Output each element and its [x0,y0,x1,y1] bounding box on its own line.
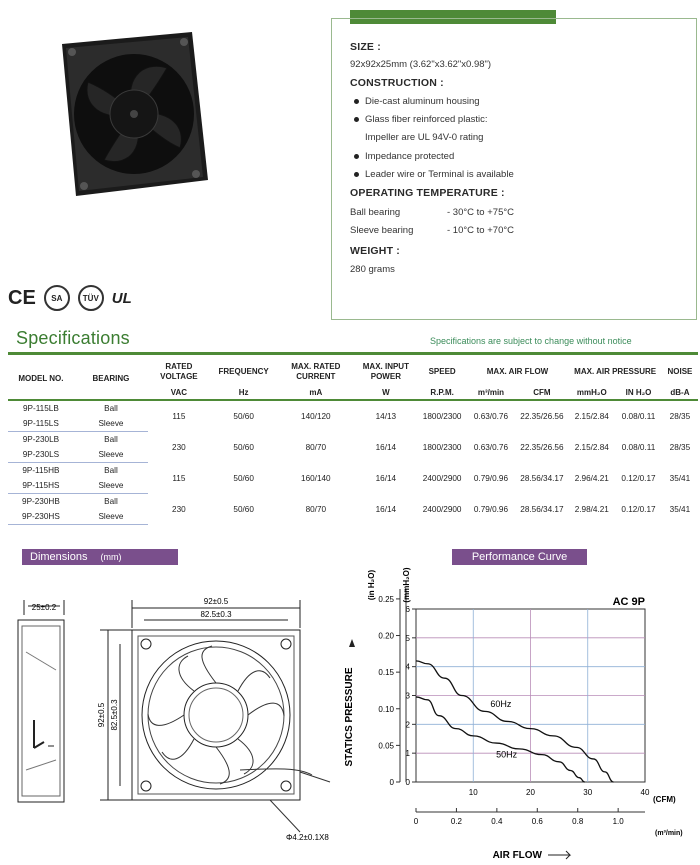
model-cell: 9P-115LB [23,404,59,413]
airflow-cfm-cell: 22.35/26.56 [520,411,564,421]
col-model: MODEL NO. [8,358,74,400]
y-tick-mm: 4 [405,662,410,672]
x-unit-top: (CFM) [653,795,676,804]
bearing-cell: Ball [104,404,118,413]
frequency-cell: 50/60 [233,411,254,421]
speed-cell: 1800/2300 [422,411,462,421]
unit-ma: mA [278,386,354,400]
bearing-cell: Sleeve [74,509,148,525]
x-tick-m3: 0.8 [572,817,584,826]
col-bearing: BEARING [74,358,148,400]
series-label: 60Hz [490,699,512,710]
model-cell: 9P-115LS [8,416,74,432]
speed-cell: 2400/2900 [422,473,462,483]
y-tick-in: 0.10 [378,704,394,714]
construction-item: Impedance protected [354,151,454,162]
airflow-m3-cell: 0.79/0.96 [473,473,509,483]
noise-cell: 35/41 [669,504,691,514]
dim-hole-label: Φ4.2±0.1X8 [286,833,329,842]
size-value: 92x92x25mm (3.62"x3.62"x0.98") [350,59,492,70]
x-tick-cfm: 20 [526,788,535,797]
dimensions-unit: (mm) [100,552,122,562]
voltage-cell: 115 [172,411,186,421]
construction-item: Glass fiber reinforced plastic: [354,114,488,125]
performance-chart [330,565,700,865]
model-cell: 9P-115HS [8,478,74,494]
csa-mark-icon: SA [44,285,70,311]
airflow-m3-cell: 0.63/0.76 [473,411,509,421]
performance-header: Performance Curve [452,549,587,565]
y-tick-mm: 6 [405,605,410,614]
power-cell: 16/14 [375,504,397,514]
current-cell: 80/70 [305,504,327,514]
y-tick-mm: 1 [405,749,410,759]
temperature-heading: OPERATING TEMPERATURE : [350,187,505,199]
unit-rpm: R.P.M. [418,386,467,400]
model-cell: 9P-230HB [22,497,60,506]
fan-photo [52,30,210,198]
unit-w: W [354,386,418,400]
specifications-table [8,358,698,525]
table-row [8,494,698,510]
x-tick-m3: 0.6 [531,817,543,826]
pressure-mm-cell: 2.96/4.21 [574,473,609,483]
x-tick-m3: 1.0 [612,817,624,826]
temp-label-sleeve: Sleeve bearing [350,225,414,236]
current-cell: 160/140 [301,473,331,483]
col-current: MAX. RATED CURRENT [291,362,341,381]
x-tick-m3: 0 [413,817,419,826]
y-tick-in: 0 [389,778,394,787]
power-cell: 16/14 [375,473,397,483]
model-cell: 9P-230HS [8,509,74,525]
pressure-in-cell: 0.08/0.11 [621,411,656,421]
dimensions-title: Dimensions [30,551,88,563]
model-cell: 9P-230LB [22,435,60,444]
unit-vac: VAC [148,386,210,400]
pressure-in-cell: 0.12/0.17 [621,504,656,514]
x-tick-m3: 0.4 [491,817,503,826]
y-tick-mm: 5 [405,633,410,643]
voltage-cell: 230 [172,504,186,514]
weight-value: 280 grams [350,264,395,275]
series-label: 50Hz [496,749,518,760]
x-tick-cfm: 40 [640,788,650,797]
x-axis-arrow-icon [548,851,570,859]
airflow-cfm-cell: 28.56/34.17 [520,504,564,514]
col-pressure: MAX. AIR PRESSURE [574,367,657,376]
series-line-50hz [416,697,585,782]
bearing-cell: Sleeve [74,416,148,432]
y-axis-arrow-icon [349,639,355,647]
bearing-cell: Sleeve [74,447,148,463]
unit-hz: Hz [210,386,278,400]
bearing-cell: Sleeve [74,478,148,494]
y-tick-in: 0.20 [378,631,394,641]
chart-marks [378,589,650,826]
table-row [8,463,698,479]
y-unit-right: (mmH₂O) [402,567,411,603]
model-cell: 9P-115HB [22,466,60,475]
construction-heading: CONSTRUCTION : [350,77,444,89]
x-tick-cfm: 30 [583,788,593,797]
unit-mmh2o: mmH₂O [568,386,615,400]
unit-m3min: m³/min [467,386,516,400]
chart-grid [416,609,645,782]
airflow-m3-cell: 0.63/0.76 [473,442,509,452]
model-cell: 9P-230LS [8,447,74,463]
construction-item: Impeller are UL 94V-0 rating [365,132,484,143]
x-axis-label: AIR FLOW [492,850,542,861]
pressure-in-cell: 0.08/0.11 [621,442,656,452]
y-tick-in: 0.05 [378,741,394,751]
specifications-note: Specifications are subject to change without notice [430,336,632,346]
noise-cell: 28/35 [669,411,691,421]
col-airflow: MAX. AIR FLOW [486,367,549,376]
y-tick-mm: 2 [405,720,410,730]
pressure-mm-cell: 2.98/4.21 [574,504,609,514]
pressure-mm-cell: 2.15/2.84 [574,411,609,421]
noise-cell: 28/35 [669,442,691,452]
dim-depth-label: 25±0.2 [31,603,57,612]
x-tick-cfm: 10 [468,788,478,797]
frequency-cell: 50/60 [233,442,254,452]
dim-width-label: 92±0.5 [203,597,229,606]
spec-box [331,18,697,320]
x-tick-m3: 0.2 [450,817,462,826]
bearing-cell: Ball [104,466,118,475]
bearing-cell: Ball [104,435,118,444]
bearing-cell: Ball [104,497,118,506]
current-cell: 140/120 [301,411,331,421]
dimension-drawing [0,570,340,850]
specifications-body [8,400,698,525]
construction-item: Leader wire or Terminal is available [354,169,514,180]
voltage-cell: 230 [172,442,186,452]
col-frequency: FREQUENCY [218,367,269,376]
chart-title: AC 9P [612,596,645,608]
frequency-cell: 50/60 [233,473,254,483]
pressure-mm-cell: 2.15/2.84 [574,442,609,452]
dimensions-header [22,549,178,565]
power-cell: 14/13 [375,411,397,421]
dim-pitch-label: 82.5±0.3 [200,610,232,619]
col-voltage: RATED VOLTAGE [160,362,198,381]
unit-cfm: CFM [515,386,568,400]
tuv-mark-icon: TÜV [78,285,104,311]
speed-cell: 2400/2900 [422,504,462,514]
y-unit-left: (in H₂O) [367,569,376,601]
series-line-60hz [416,661,614,782]
airflow-m3-cell: 0.79/0.96 [473,504,509,514]
voltage-cell: 115 [172,473,186,483]
temp-value-ball: - 30°C to +75°C [447,207,515,218]
y-tick-mm: 3 [405,691,410,701]
col-noise: NOISE [667,367,693,376]
dim-height-label: 92±0.5 [97,702,106,728]
current-cell: 80/70 [305,442,327,452]
noise-cell: 35/41 [669,473,691,483]
power-cell: 16/14 [375,442,397,452]
y-tick-mm: 0 [405,778,410,787]
col-speed: SPEED [428,367,456,376]
frequency-cell: 50/60 [233,504,254,514]
construction-item: Die-cast aluminum housing [354,96,480,107]
temp-label-ball: Ball bearing [350,207,401,218]
dim-pitch-v-label: 82.5±0.3 [110,699,119,731]
speed-cell: 1800/2300 [422,442,462,452]
ul-mark-icon: UL [111,289,132,307]
specifications-rule [8,352,698,355]
unit-inh2o: IN H₂O [615,386,662,400]
y-tick-in: 0.25 [378,594,394,604]
col-power: MAX. INPUT POWER [362,362,409,381]
specifications-title: Specifications [16,328,130,348]
unit-dba: dB-A [662,386,698,400]
y-tick-in: 0.15 [378,668,394,678]
pressure-in-cell: 0.12/0.17 [621,473,656,483]
temp-value-sleeve: - 10°C to +70°C [447,225,515,236]
x-unit-bottom: (m³/min) [655,830,683,837]
airflow-cfm-cell: 28.56/34.17 [520,473,564,483]
table-row [8,432,698,448]
certification-logos [8,285,132,311]
ce-mark-icon: C E [8,286,36,309]
airflow-cfm-cell: 22.35/26.56 [520,442,564,452]
size-heading: SIZE : [350,41,381,53]
weight-heading: WEIGHT : [350,245,401,257]
table-row [8,400,698,416]
y-axis-label: STATICS PRESSURE [344,667,355,767]
